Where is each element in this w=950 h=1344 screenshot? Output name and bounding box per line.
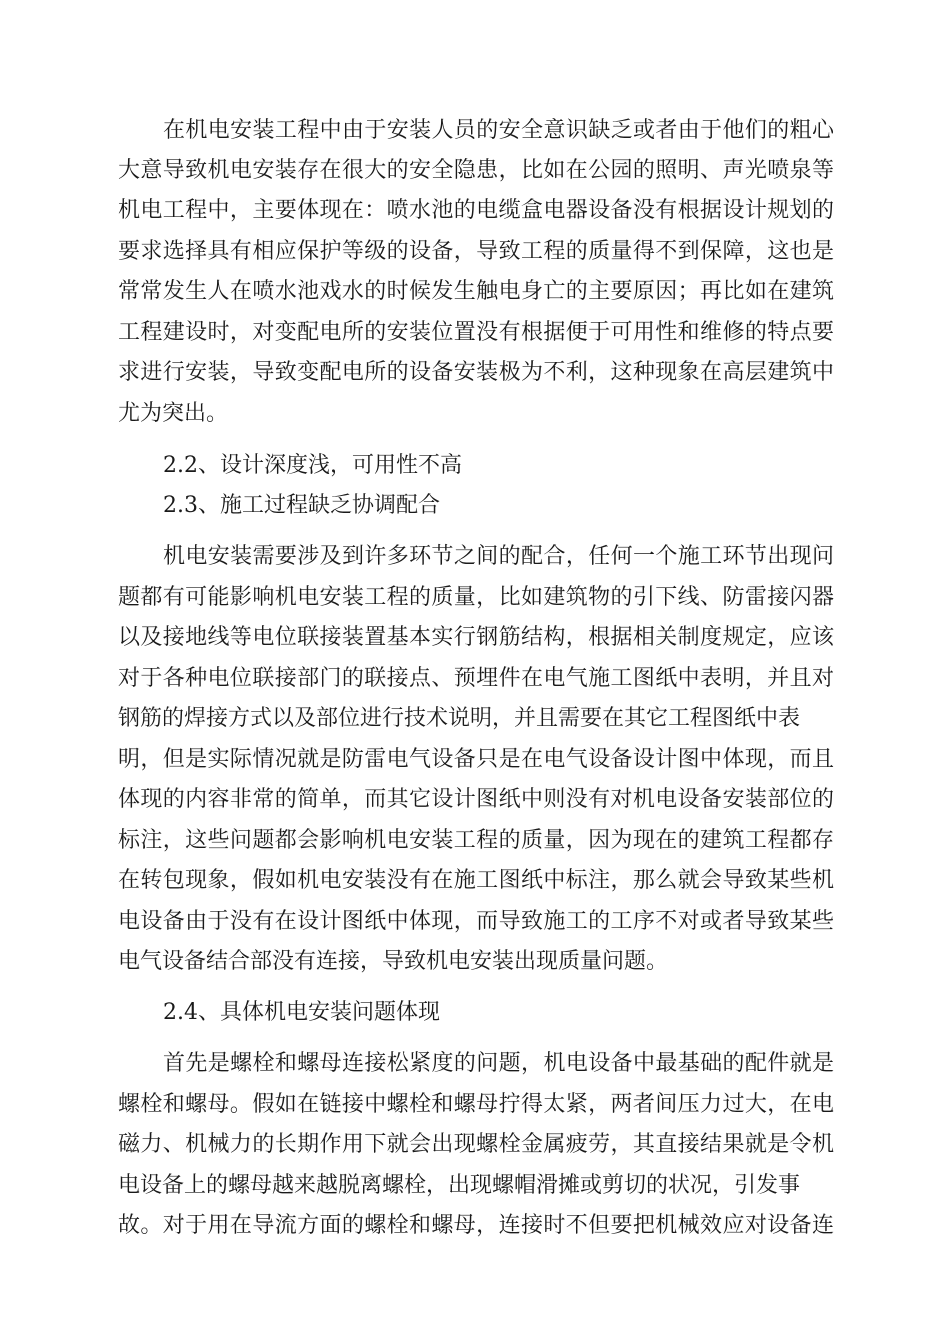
text-line: 首先是螺栓和螺母连接松紧度的问题，机电设备中最基础的配件就是: [163, 1051, 834, 1076]
text-line: 题都有可能影响机电安装工程的质量，比如建筑物的引下线、防雷接闪器: [118, 585, 834, 610]
text-line: 尤为突出。: [118, 401, 229, 426]
text-line: 机电安装需要涉及到许多环节之间的配合，任何一个施工环节出现问: [163, 544, 834, 569]
text-line: 在机电安装工程中由于安装人员的安全意识缺乏或者由于他们的粗心: [163, 118, 834, 143]
text-line: 体现的内容非常的简单，而其它设计图纸中则没有对机电设备安装部位的: [118, 787, 834, 812]
text-line: 常常发生人在喷水池戏水的时候发生触电身亡的主要原因；再比如在建筑: [118, 279, 834, 304]
text-line: 求进行安装，导致变配电所的设备安装极为不利，这种现象在高层建筑中: [118, 360, 834, 385]
text-line: 钢筋的焊接方式以及部位进行技术说明，并且需要在其它工程图纸中表: [118, 706, 801, 731]
section-heading-2-3: 2.3、施工过程缺乏协调配合: [163, 493, 440, 518]
text-line: 磁力、机械力的长期作用下就会出现螺栓金属疲劳，其直接结果就是令机: [118, 1132, 834, 1157]
text-line: 对于各种电位联接部门的联接点、预埋件在电气施工图纸中表明，并且对: [118, 666, 834, 691]
text-line: 在转包现象，假如机电安装没有在施工图纸中标注，那么就会导致某些机: [118, 868, 834, 893]
text-line: 要求选择具有相应保护等级的设备，导致工程的质量得不到保障，这也是: [118, 239, 834, 264]
section-heading-2-4: 2.4、具体机电安装问题体现: [163, 1000, 440, 1025]
text-line: 工程建设时，对变配电所的安装位置没有根据便于可用性和维修的特点要: [118, 320, 834, 345]
text-line: 明，但是实际情况就是防雷电气设备只是在电气设备设计图中体现，而且: [118, 747, 834, 772]
text-line: 机电工程中，主要体现在：喷水池的电缆盒电器设备没有根据设计规划的: [118, 198, 834, 223]
section-heading-2-2: 2.2、设计深度浅，可用性不高: [163, 453, 462, 478]
text-line: 电气设备结合部没有连接，导致机电安装出现质量问题。: [118, 949, 669, 974]
text-line: 螺栓和螺母。假如在链接中螺栓和螺母拧得太紧，两者间压力过大，在电: [118, 1092, 834, 1117]
text-line: 电设备上的螺母越来越脱离螺栓，出现螺帽滑摊或剪切的状况，引发事: [118, 1173, 801, 1198]
text-line: 大意导致机电安装存在很大的安全隐患，比如在公园的照明、声光喷泉等: [118, 158, 834, 183]
text-line: 故。对于用在导流方面的螺栓和螺母，连接时不但要把机械效应对设备连: [118, 1213, 834, 1238]
text-line: 标注，这些问题都会影响机电安装工程的质量，因为现在的建筑工程都存: [118, 828, 834, 853]
text-line: 以及接地线等电位联接装置基本实行钢筋结构，根据相关制度规定，应该: [118, 625, 834, 650]
text-line: 电设备由于没有在设计图纸中体现，而导致施工的工序不对或者导致某些: [118, 909, 834, 934]
